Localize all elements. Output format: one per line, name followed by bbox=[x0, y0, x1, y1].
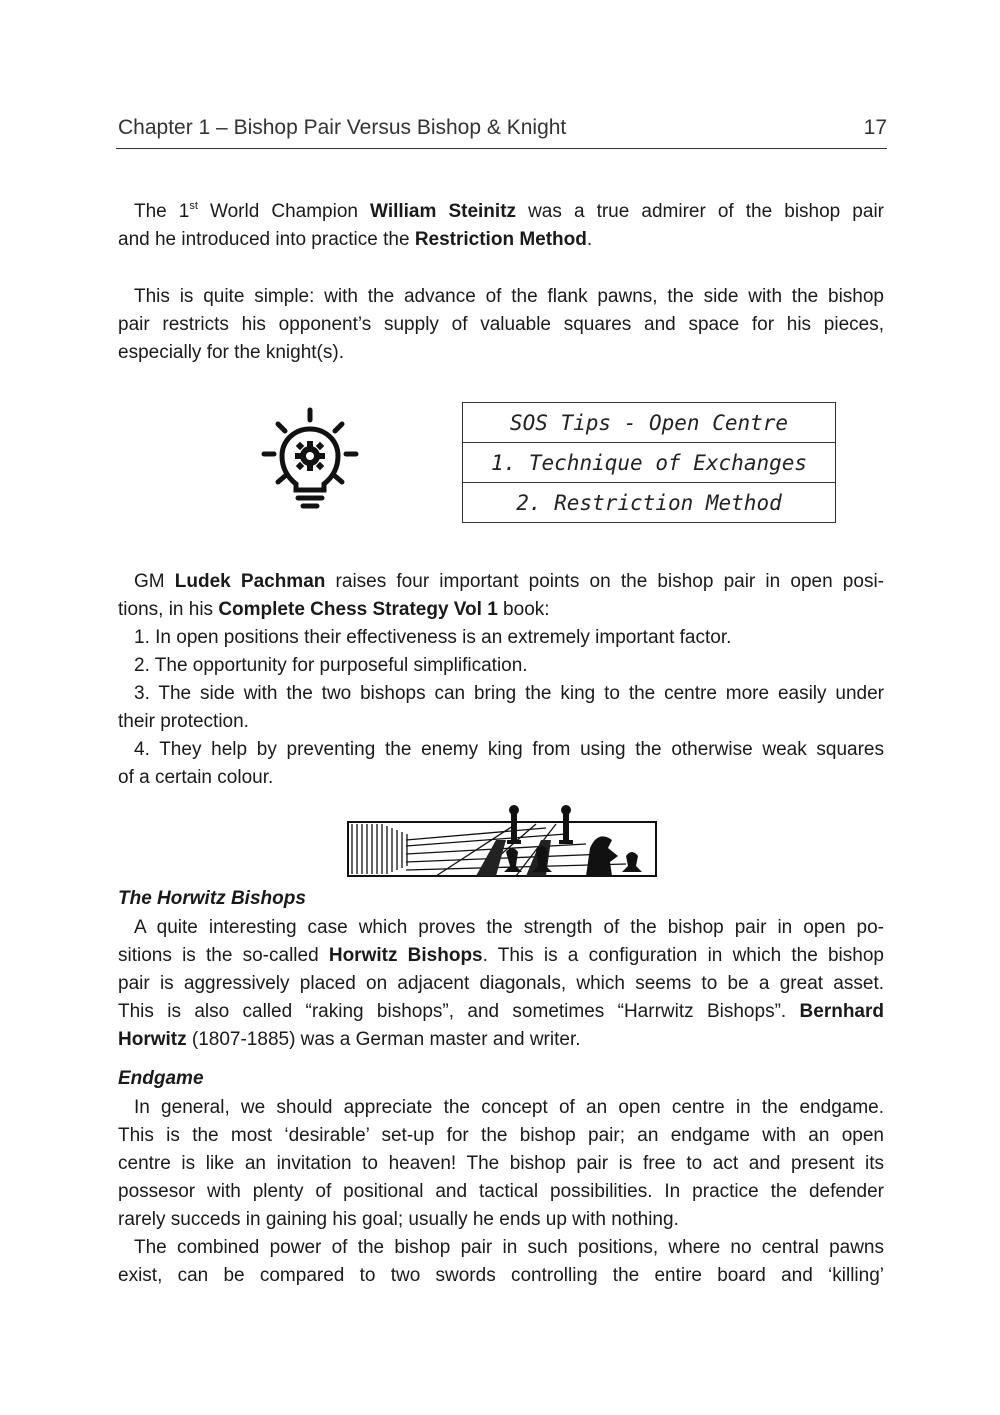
text-line: In general, we should appreciate the concept of an open centre in the endgame. bbox=[134, 1097, 884, 1118]
text-line: exist, can be compared to two swords controlling the entire board and ‘killing’ bbox=[118, 1265, 884, 1286]
tip-item: 2. Restriction Method bbox=[463, 483, 836, 523]
list-item: 2. The opportunity for purposeful simplification. bbox=[134, 655, 528, 676]
paragraph-restriction bbox=[118, 283, 884, 367]
paragraph-horwitz bbox=[118, 914, 884, 1054]
lightbulb-gear-icon bbox=[258, 404, 362, 514]
running-header bbox=[116, 112, 887, 149]
list-item: 3. The side with the two bishops can bring the king to the centre more easily under bbox=[134, 683, 884, 704]
page-number: 17 bbox=[863, 116, 887, 139]
text-line: especially for the knight(s). bbox=[118, 342, 344, 363]
text-line: tions, in his Complete Chess Strategy Vol 1 book: bbox=[118, 599, 550, 620]
sos-tips-table bbox=[462, 402, 836, 523]
text-line: of a certain colour. bbox=[118, 767, 274, 788]
tips-title: SOS Tips - Open Centre bbox=[463, 403, 836, 443]
text-line: pair is aggressively placed on adjacent diagonals, which seems to be a great asset. bbox=[118, 973, 884, 994]
list-item: 1. In open positions their effectiveness is an extremely important factor. bbox=[134, 627, 732, 648]
text-line: This is also called “raking bishops”, and sometimes “Harrwitz Bishops”. Bernhard bbox=[118, 1001, 884, 1022]
list-item: 4. They help by preventing the enemy king from using the otherwise weak squares bbox=[134, 739, 884, 760]
text-line: pair restricts his opponent’s supply of valuable squares and space for his pieces, bbox=[118, 314, 884, 335]
text-line: and he introduced into practice the Restriction Method. bbox=[118, 229, 593, 250]
text-line: This is quite simple: with the advance of the flank pawns, the side with the bishop bbox=[134, 286, 884, 307]
text-line: GM Ludek Pachman raises four important points on the bishop pair in open posi- bbox=[134, 571, 884, 592]
text-line: sitions is the so-called Horwitz Bishops. This is a configuration in which the bishop bbox=[118, 945, 884, 966]
section-heading-horwitz: The Horwitz Bishops bbox=[118, 888, 306, 909]
section-heading-endgame: Endgame bbox=[118, 1068, 204, 1089]
text-line: rarely succeds in gaining his goal; usually he ends up with nothing. bbox=[118, 1209, 679, 1230]
paragraph-endgame bbox=[118, 1094, 884, 1290]
text-line: The 1st World Champion William Steinitz was a true admirer of the bishop pair bbox=[134, 199, 884, 222]
text-line: Horwitz (1807-1885) was a German master and writer. bbox=[118, 1029, 581, 1050]
text-line: A quite interesting case which proves the strength of the bishop pair in open po- bbox=[134, 917, 884, 938]
text-line: centre is like an invitation to heaven! The bishop pair is free to act and present its bbox=[118, 1153, 884, 1174]
chess-divider-illustration bbox=[346, 800, 658, 882]
text-line: their protection. bbox=[118, 711, 249, 732]
chapter-title: Chapter 1 – Bishop Pair Versus Bishop & Knight bbox=[118, 116, 567, 139]
tip-item: 1. Technique of Exchanges bbox=[463, 443, 836, 483]
paragraph-steinitz bbox=[118, 198, 884, 254]
paragraph-pachman bbox=[118, 568, 884, 792]
text-line: possesor with plenty of positional and tactical possibilities. In practice the defender bbox=[118, 1181, 884, 1202]
text-line: The combined power of the bishop pair in such positions, where no central pawns bbox=[134, 1237, 884, 1258]
text-line: This is the most ‘desirable’ set-up for the bishop pair; an endgame with an open bbox=[118, 1125, 884, 1146]
